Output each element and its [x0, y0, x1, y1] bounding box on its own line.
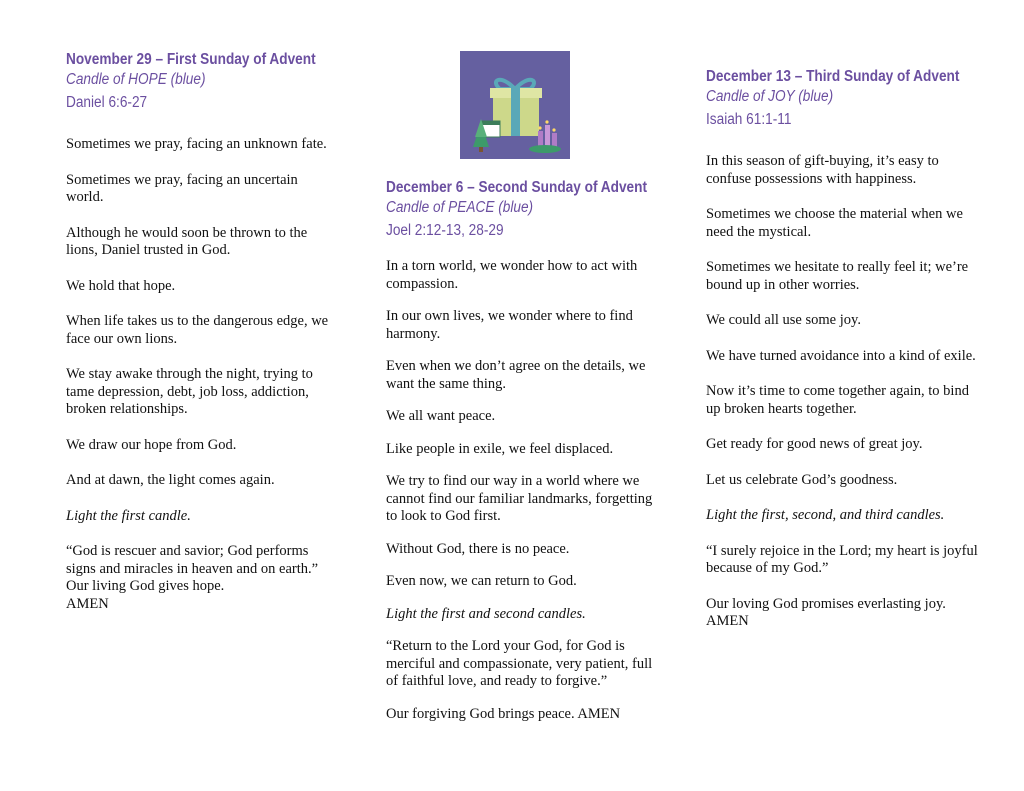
candle-name: Candle of HOPE (blue) — [66, 71, 206, 88]
liturgy-paragraph: Like people in exile, we feel displaced. — [386, 440, 614, 457]
paragraph-list — [706, 153, 981, 631]
liturgy-instruction: Light the first and second candles. — [386, 605, 586, 622]
liturgy-paragraph: We draw our hope from God. — [66, 436, 237, 453]
liturgy-paragraph: “God is rescuer and savior; God performs signs and miracles in heaven and on earth.” Our living God gives hope. AMEN — [66, 543, 319, 612]
liturgy-paragraph: Sometimes we pray, facing an uncertain world. — [66, 171, 298, 205]
candle-name: Candle of PEACE (blue) — [386, 199, 534, 216]
scripture-reference: Joel 2:12-13, 28-29 — [386, 222, 504, 239]
liturgy-paragraph: We hold that hope. — [66, 277, 176, 294]
liturgy-instruction: Light the first, second, and third candles. — [706, 507, 945, 523]
liturgy-paragraph: Sometimes we choose the material when we need the mystical. — [706, 206, 963, 240]
liturgy-paragraph: And at dawn, the light comes again. — [66, 472, 275, 488]
liturgy-paragraph: Although he would soon be thrown to the lions, Daniel trusted in God. — [66, 224, 308, 258]
liturgy-paragraph: Even when we don’t agree on the details, we want the same thing. — [386, 358, 646, 392]
liturgy-paragraph: Our loving God promises everlasting joy. AMEN — [706, 595, 946, 629]
liturgy-paragraph: Now it’s time to come together again, to bind up broken hearts together. — [706, 383, 969, 417]
liturgy-paragraph: Without God, there is no peace. — [386, 540, 570, 557]
liturgy-paragraph: Our forgiving God brings peace. AMEN — [386, 705, 621, 722]
liturgy-instruction: Light the first candle. — [66, 507, 191, 524]
liturgy-paragraph: When life takes us to the dangerous edge, we face our own lions. — [66, 313, 329, 347]
liturgy-paragraph: Sometimes we hesitate to really feel it; we’re bound up in other worries. — [706, 259, 969, 293]
liturgy-paragraph: In a torn world, we wonder how to act with compassion. — [386, 258, 638, 292]
liturgy-paragraph: Sometimes we pray, facing an unknown fate. — [66, 136, 327, 152]
liturgy-paragraph: In this season of gift-buying, it’s easy to confuse possessions with happiness. — [706, 153, 939, 187]
section-third-sunday — [706, 67, 981, 631]
paragraph-list — [386, 258, 666, 723]
liturgy-paragraph: Let us celebrate God’s goodness. — [706, 471, 898, 488]
candle-name: Candle of JOY (blue) — [706, 88, 834, 105]
liturgy-paragraph: We have turned avoidance into a kind of exile. — [706, 347, 976, 364]
scripture-reference: Isaiah 61:1-11 — [706, 111, 792, 128]
section-title: December 6 – Second Sunday of Advent — [386, 179, 648, 196]
advent-gift-illustration — [460, 51, 570, 159]
liturgy-paragraph: Even now, we can return to God. — [386, 573, 577, 589]
liturgy-paragraph: “I surely rejoice in the Lord; my heart is joyful because of my God.” — [706, 542, 978, 576]
section-title: November 29 – First Sunday of Advent — [66, 51, 316, 68]
scripture-reference: Daniel 6:6-27 — [66, 94, 148, 111]
liturgy-paragraph: We all want peace. — [386, 408, 496, 424]
liturgy-paragraph: We try to find our way in a world where we cannot find our familiar landmarks, forgetting to look to God first. — [386, 473, 653, 524]
liturgy-paragraph: We could all use some joy. — [706, 312, 861, 328]
liturgy-paragraph: “Return to the Lord your God, for God is merciful and compassionate, very patient, full of faithful love, and ready to forgive.” — [386, 638, 653, 689]
liturgy-paragraph: Get ready for good news of great joy. — [706, 436, 923, 452]
section-first-sunday — [66, 50, 336, 613]
section-second-sunday — [386, 178, 666, 723]
liturgy-paragraph: We stay awake through the night, trying to tame depression, debt, job loss, addiction, broken relationships. — [66, 366, 313, 417]
section-title: December 13 – Third Sunday of Advent — [706, 68, 960, 85]
liturgy-paragraph: In our own lives, we wonder where to find harmony. — [386, 308, 633, 342]
paragraph-list — [66, 136, 336, 613]
